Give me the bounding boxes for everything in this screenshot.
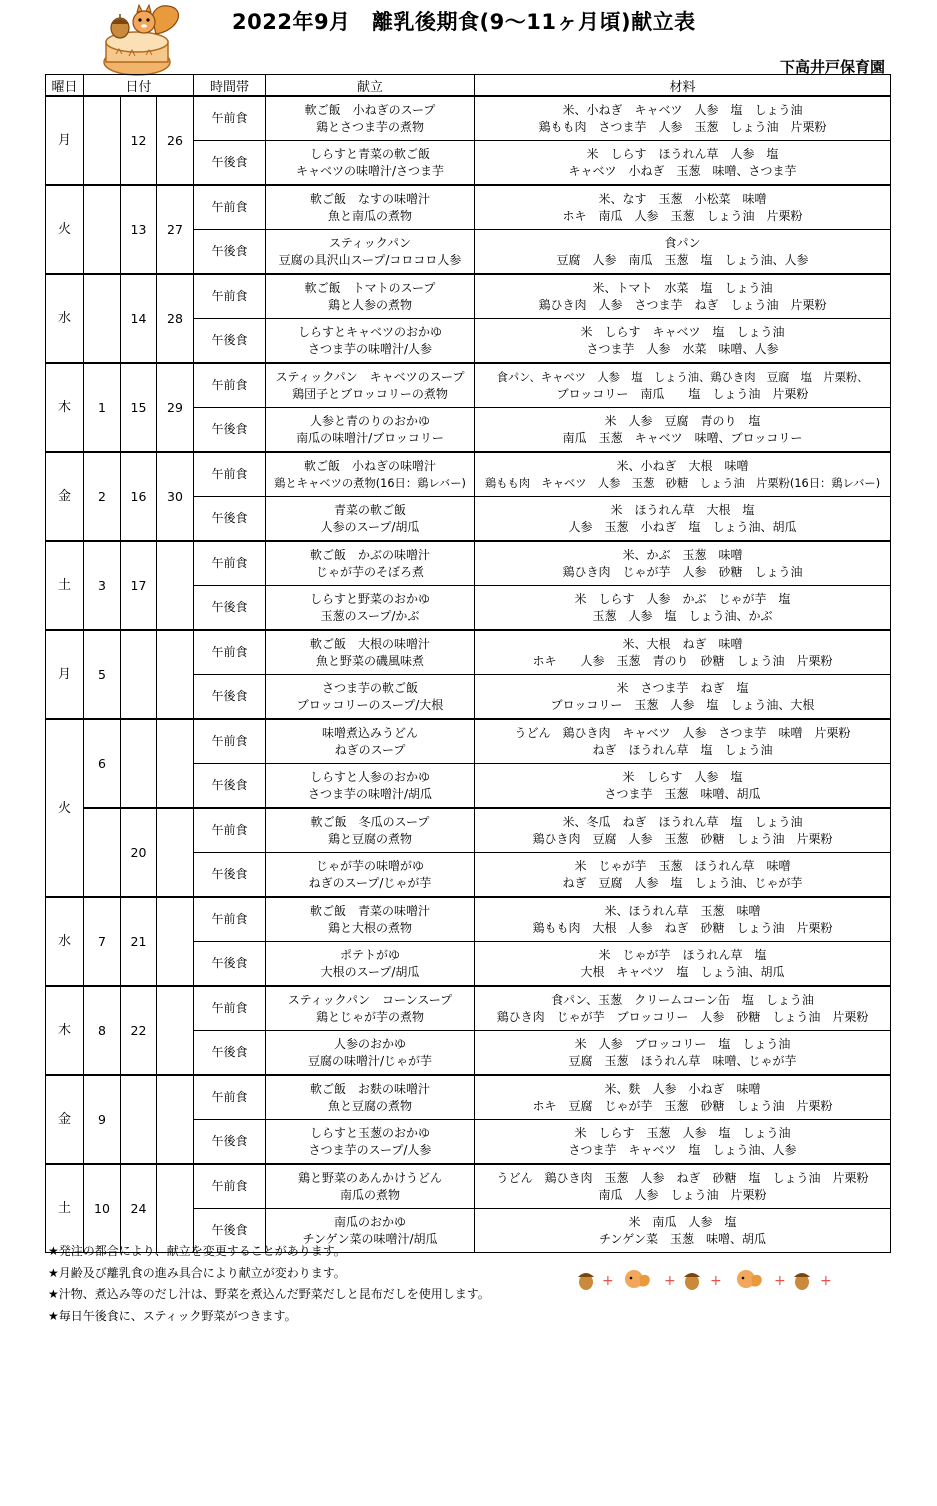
menu-cell — [266, 96, 475, 141]
menu-line: しらすと玉葱のおかゆ — [310, 1125, 431, 1140]
menu-line: 軟ご飯 小ねぎの味噌汁 — [304, 458, 437, 473]
ingredient-line: 米 ほうれん草 大根 塩 — [610, 502, 755, 517]
meal-time-cell: 午後食 — [194, 141, 266, 186]
day-cell: 水 — [46, 274, 84, 363]
day-cell: 金 — [46, 1075, 84, 1164]
ingredients-cell — [475, 764, 891, 809]
date-cell — [157, 897, 194, 986]
ingredients-cell — [475, 363, 891, 408]
acorn-icon — [794, 1273, 810, 1290]
table-row — [46, 1164, 891, 1209]
menu-line: 魚と豆腐の煮物 — [328, 1098, 413, 1113]
menu-line: しらすと野菜のおかゆ — [310, 591, 431, 606]
menu-cell — [266, 675, 475, 720]
menu-line: 鶏と大根の煮物 — [328, 920, 413, 935]
ingredient-line: ねぎ ほうれん草 塩 しょう油 — [592, 742, 773, 757]
date-cell: 2 — [84, 452, 121, 541]
ingredients-cell — [475, 942, 891, 987]
menu-line: じゃが芋のそぼろ煮 — [316, 564, 425, 579]
menu-line: 軟ご飯 冬瓜のスープ — [310, 814, 430, 829]
menu-cell — [266, 897, 475, 942]
date-cell — [84, 185, 121, 274]
menu-line: 軟ご飯 お麩の味噌汁 — [310, 1081, 431, 1096]
meal-time-cell: 午後食 — [194, 1031, 266, 1076]
ingredients-cell — [475, 1075, 891, 1120]
meal-time-cell: 午前食 — [194, 1075, 266, 1120]
menu-line: 軟ご飯 かぶの味噌汁 — [310, 547, 431, 562]
menu-cell — [266, 586, 475, 631]
menu-line: 人参と青のりのおかゆ — [310, 413, 431, 428]
svg-text:+: + — [820, 1273, 832, 1289]
menu-cell — [266, 719, 475, 764]
table-row — [46, 185, 891, 230]
ingredient-line: 米、冬瓜 ねぎ ほうれん草 塩 しょう油 — [562, 814, 803, 829]
table-row — [46, 897, 891, 942]
day-cell: 水 — [46, 897, 84, 986]
menu-cell — [266, 319, 475, 364]
meal-time-cell: 午前食 — [194, 630, 266, 675]
menu-line: 軟ご飯 なすの味噌汁 — [310, 191, 431, 206]
header-ingredients: 材料 — [475, 75, 891, 97]
ingredient-line: 鶏もも肉 キャベツ 人参 玉葱 砂糖 しょう油 片栗粉(16日：鶏レバー) — [484, 476, 881, 490]
menu-cell — [266, 363, 475, 408]
menu-line: 玉葱のスープ/かぶ — [320, 608, 420, 623]
menu-cell — [266, 541, 475, 586]
day-cell: 月 — [46, 630, 84, 719]
meal-time-cell: 午後食 — [194, 408, 266, 453]
day-cell: 木 — [46, 363, 84, 452]
squirrel-mascot-illustration — [82, 2, 192, 78]
ingredient-line: 豆腐 人参 南瓜 玉葱 塩 しょう油、人参 — [556, 252, 809, 267]
ingredient-line: 鶏ひき肉 豆腐 人参 玉葱 砂糖 しょう油 片栗粉 — [532, 831, 833, 846]
meal-time-cell: 午前食 — [194, 185, 266, 230]
ingredient-line: ホキ 豆腐 じゃが芋 玉葱 砂糖 しょう油 片栗粉 — [532, 1098, 833, 1113]
date-cell: 9 — [84, 1075, 121, 1164]
menu-cell — [266, 185, 475, 230]
meal-time-cell: 午後食 — [194, 497, 266, 542]
date-cell: 8 — [84, 986, 121, 1075]
meal-time-cell: 午後食 — [194, 1209, 266, 1253]
menu-line: 人参のおかゆ — [334, 1036, 407, 1051]
meal-time-cell: 午前食 — [194, 452, 266, 497]
meal-time-cell: 午前食 — [194, 897, 266, 942]
menu-cell — [266, 853, 475, 898]
ingredient-line: 米、大根 ねぎ 味噌 — [622, 636, 743, 651]
day-cell: 土 — [46, 1164, 84, 1253]
menu-cell — [266, 764, 475, 809]
date-cell — [157, 630, 194, 719]
menu-line: 鶏とじゃが芋の煮物 — [316, 1009, 425, 1024]
date-cell — [121, 630, 157, 719]
ingredient-line: さつま芋 キャベツ 塩 しょう油、人参 — [568, 1142, 797, 1157]
meal-time-cell: 午後食 — [194, 230, 266, 275]
date-cell: 5 — [84, 630, 121, 719]
day-cell: 土 — [46, 541, 84, 630]
ingredients-cell — [475, 541, 891, 586]
day-cell: 月 — [46, 96, 84, 185]
ingredients-cell — [475, 1031, 891, 1076]
ingredients-cell — [475, 986, 891, 1031]
ingredient-line: 米、麩 人参 小ねぎ 味噌 — [604, 1081, 761, 1096]
meal-time-cell: 午前食 — [194, 1164, 266, 1209]
header-date: 日付 — [84, 75, 194, 97]
menu-line: じゃが芋の味噌がゆ — [316, 858, 425, 873]
date-cell: 12 — [121, 96, 157, 185]
date-cell — [121, 1075, 157, 1164]
date-cell: 26 — [157, 96, 194, 185]
ingredient-line: チンゲン菜 玉葱 味噌、胡瓜 — [599, 1231, 766, 1246]
table-row — [46, 719, 891, 764]
date-cell: 15 — [121, 363, 157, 452]
page-title: 2022年9月 離乳後期食(9～11ヶ月頃)献立表 — [232, 10, 696, 34]
ingredient-line: 米 じゃが芋 玉葱 ほうれん草 味噌 — [574, 858, 791, 873]
svg-text:+: + — [710, 1273, 722, 1289]
ingredients-cell — [475, 808, 891, 853]
menu-line: さつま芋のスープ/人参 — [308, 1142, 432, 1157]
ingredient-line: 鶏ひき肉 人参 さつま芋 ねぎ しょう油 片栗粉 — [538, 297, 827, 312]
menu-cell — [266, 230, 475, 275]
menu-line: さつま芋の軟ご飯 — [322, 680, 419, 695]
ingredient-line: 米 しらす キャベツ 塩 しょう油 — [580, 324, 785, 339]
menu-cell — [266, 986, 475, 1031]
menu-cell — [266, 808, 475, 853]
ingredients-cell — [475, 675, 891, 720]
meal-time-cell: 午後食 — [194, 764, 266, 809]
meal-time-cell: 午前食 — [194, 986, 266, 1031]
menu-line: 南瓜の味噌汁/ブロッコリー — [296, 430, 444, 445]
menu-cell — [266, 630, 475, 675]
meal-time-cell: 午前食 — [194, 96, 266, 141]
ingredients-cell — [475, 586, 891, 631]
date-cell: 1 — [84, 363, 121, 452]
ingredients-cell — [475, 452, 891, 497]
menu-line: スティックパン — [328, 235, 412, 250]
ingredient-line: 人参 玉葱 小ねぎ 塩 しょう油、胡瓜 — [568, 519, 797, 534]
ingredient-line: 米、かぶ 玉葱 味噌 — [622, 547, 743, 562]
menu-cell — [266, 408, 475, 453]
date-cell: 10 — [84, 1164, 121, 1253]
menu-line: スティックパン コーンスープ — [287, 992, 453, 1007]
menu-cell — [266, 1164, 475, 1209]
ingredient-line: 米、なす 玉葱 小松菜 味噌 — [598, 191, 767, 206]
ingredient-line: ホキ 南瓜 人参 玉葱 しょう油 片栗粉 — [562, 208, 803, 223]
ingredient-line: 玉葱 人参 塩 しょう油、かぶ — [592, 608, 773, 623]
meal-time-cell: 午前食 — [194, 808, 266, 853]
table-row — [46, 274, 891, 319]
table-row — [46, 452, 891, 497]
menu-line: 鶏と豆腐の煮物 — [328, 831, 413, 846]
menu-line: 鶏とさつま芋の煮物 — [316, 119, 425, 134]
menu-cell — [266, 1075, 475, 1120]
menu-line: ねぎのスープ — [334, 742, 406, 757]
date-cell — [84, 96, 121, 185]
menu-line: 軟ご飯 青菜の味噌汁 — [310, 903, 431, 918]
ingredient-line: 米 しらす 人参 かぶ じゃが芋 塩 — [574, 591, 791, 606]
ingredient-line: キャベツ 小ねぎ 玉葱 味噌、さつま芋 — [568, 163, 797, 178]
date-cell — [157, 541, 194, 630]
menu-line: 鶏とキャベツの煮物(16日：鶏レバー) — [274, 476, 466, 490]
ingredients-cell — [475, 408, 891, 453]
menu-line: 鶏と野菜のあんかけうどん — [298, 1170, 443, 1185]
date-cell: 30 — [157, 452, 194, 541]
svg-text:+: + — [602, 1273, 614, 1289]
menu-line: 人参のスープ/胡瓜 — [320, 519, 420, 534]
acorn-squirrel-decoration — [574, 1264, 842, 1294]
ingredient-line: 米 じゃが芋 ほうれん草 塩 — [598, 947, 767, 962]
ingredient-line: 南瓜 玉葱 キャベツ 味噌、ブロッコリー — [562, 430, 803, 445]
note-line: ★汁物、煮込み等のだし汁は、野菜を煮込んだ野菜だしと昆布だしを使用します。 — [48, 1287, 490, 1301]
note-line: ★月齢及び離乳食の進み具合により献立が変わります。 — [48, 1265, 346, 1280]
menu-line: ねぎのスープ/じゃが芋 — [308, 875, 432, 890]
date-cell: 20 — [121, 808, 157, 897]
meal-time-cell: 午後食 — [194, 586, 266, 631]
note-line: ★毎日午後食に、スティック野菜がつきます。 — [48, 1308, 297, 1323]
table-row — [46, 986, 891, 1031]
table-row — [46, 630, 891, 675]
date-cell: 7 — [84, 897, 121, 986]
ingredient-line: ねぎ 豆腐 人参 塩 しょう油、じゃが芋 — [562, 875, 803, 890]
date-cell — [121, 719, 157, 808]
menu-line: しらすと青菜の軟ご飯 — [310, 146, 431, 161]
date-cell: 21 — [121, 897, 157, 986]
meal-time-cell: 午前食 — [194, 274, 266, 319]
menu-cell — [266, 942, 475, 987]
ingredient-line: 南瓜 人参 しょう油 片栗粉 — [598, 1187, 767, 1202]
menu-line: 青菜の軟ご飯 — [334, 502, 407, 517]
date-cell — [84, 274, 121, 363]
date-cell: 24 — [121, 1164, 157, 1253]
ingredient-line: 大根 キャベツ 塩 しょう油、胡瓜 — [580, 964, 785, 979]
ingredient-line: 米、ほうれん草 玉葱 味噌 — [604, 903, 761, 918]
menu-line: さつま芋の味噌汁/人参 — [307, 341, 433, 356]
header-menu: 献立 — [266, 75, 475, 97]
ingredient-line: 食パン — [664, 235, 701, 250]
table-row — [46, 808, 891, 853]
svg-text:+: + — [774, 1273, 786, 1289]
ingredient-line: ブロッコリー 南瓜 塩 しょう油 片栗粉 — [556, 386, 809, 401]
ingredient-line: 米 しらす ほうれん草 人参 塩 — [586, 146, 779, 161]
ingredient-line: 米 さつま芋 ねぎ 塩 — [616, 680, 749, 695]
date-cell — [157, 719, 194, 808]
ingredient-line: 食パン、キャベツ 人参 塩 しょう油、鶏ひき肉 豆腐 塩 片栗粉、 — [496, 370, 869, 384]
table-header-row — [46, 75, 891, 97]
date-cell — [157, 808, 194, 897]
menu-table-body — [46, 96, 891, 1253]
table-row — [46, 1075, 891, 1120]
date-cell: 17 — [121, 541, 157, 630]
ingredient-line: うどん 鶏ひき肉 キャベツ 人参 さつま芋 味噌 片栗粉 — [514, 725, 851, 740]
menu-cell — [266, 1031, 475, 1076]
menu-line: 南瓜の煮物 — [340, 1187, 401, 1202]
day-cell: 火 — [46, 185, 84, 274]
ingredients-cell — [475, 96, 891, 141]
ingredient-line: 豆腐 玉葱 ほうれん草 味噌、じゃが芋 — [568, 1053, 797, 1068]
ingredients-cell — [475, 1164, 891, 1209]
menu-line: 豆腐の味噌汁/じゃが芋 — [307, 1053, 433, 1068]
ingredient-line: うどん 鶏ひき肉 玉葱 人参 ねぎ 砂糖 塩 しょう油 片栗粉 — [496, 1170, 869, 1185]
ingredients-cell — [475, 630, 891, 675]
menu-cell — [266, 274, 475, 319]
ingredient-line: 鶏ひき肉 じゃが芋 ブロッコリー 人参 砂糖 しょう油 片栗粉 — [496, 1009, 869, 1024]
meal-time-cell: 午前食 — [194, 541, 266, 586]
ingredient-line: 米 人参 ブロッコリー 塩 しょう油 — [574, 1036, 791, 1051]
svg-text:+: + — [664, 1273, 676, 1289]
notes-section — [48, 1241, 490, 1327]
menu-line: 魚と南瓜の煮物 — [328, 208, 413, 223]
day-cell: 火 — [46, 719, 84, 897]
ingredient-line: 鶏もも肉 大根 人参 ねぎ 砂糖 しょう油 片栗粉 — [532, 920, 833, 935]
menu-line: 南瓜のおかゆ — [334, 1214, 407, 1229]
date-cell: 29 — [157, 363, 194, 452]
table-row — [46, 541, 891, 586]
ingredients-cell — [475, 274, 891, 319]
date-cell: 6 — [84, 719, 121, 808]
ingredients-cell — [475, 1120, 891, 1165]
date-cell: 13 — [121, 185, 157, 274]
meal-time-cell: 午前食 — [194, 719, 266, 764]
ingredients-cell — [475, 230, 891, 275]
menu-line: 魚と野菜の磯風味煮 — [316, 653, 425, 668]
ingredient-line: 米 人参 豆腐 青のり 塩 — [604, 413, 761, 428]
menu-line: キャベツの味噌汁/さつま芋 — [295, 163, 445, 178]
ingredients-cell — [475, 497, 891, 542]
meal-time-cell: 午後食 — [194, 319, 266, 364]
date-cell — [157, 986, 194, 1075]
menu-cell — [266, 1120, 475, 1165]
ingredient-line: 鶏もも肉 さつま芋 人参 玉葱 しょう油 片栗粉 — [538, 119, 827, 134]
ingredient-line: 米、小ねぎ キャベツ 人参 塩 しょう油 — [562, 102, 803, 117]
ingredient-line: 米 南瓜 人参 塩 — [628, 1214, 737, 1229]
date-cell: 27 — [157, 185, 194, 274]
meal-time-cell: 午後食 — [194, 675, 266, 720]
date-cell: 22 — [121, 986, 157, 1075]
menu-line: 軟ご飯 小ねぎのスープ — [304, 102, 436, 117]
meal-time-cell: 午後食 — [194, 942, 266, 987]
menu-cell — [266, 452, 475, 497]
ingredients-cell — [475, 853, 891, 898]
menu-line: 味噌煮込みうどん — [322, 725, 419, 740]
note-line: ★発注の都合により、献立を変更することがあります。 — [48, 1244, 346, 1258]
menu-line: 軟ご飯 大根の味噌汁 — [310, 636, 431, 651]
ingredient-line: 米 しらす 人参 塩 — [622, 769, 743, 784]
menu-line: 軟ご飯 トマトのスープ — [304, 280, 436, 295]
date-cell — [157, 1075, 194, 1164]
menu-line: しらすと人参のおかゆ — [310, 769, 431, 784]
date-cell: 3 — [84, 541, 121, 630]
date-cell: 16 — [121, 452, 157, 541]
table-row — [46, 363, 891, 408]
ingredient-line: さつま芋 玉葱 味噌、胡瓜 — [604, 786, 761, 801]
menu-table — [45, 74, 891, 1253]
menu-cell — [266, 141, 475, 186]
ingredient-line: 米、小ねぎ 大根 味噌 — [616, 458, 749, 473]
date-cell: 14 — [121, 274, 157, 363]
menu-line: さつま芋の味噌汁/胡瓜 — [307, 786, 433, 801]
acorn-icon — [578, 1273, 594, 1290]
menu-line: 豆腐の具沢山スープ/コロコロ人参 — [278, 252, 462, 267]
menu-line: 鶏と人参の煮物 — [328, 297, 413, 312]
day-cell: 金 — [46, 452, 84, 541]
ingredients-cell — [475, 319, 891, 364]
date-cell — [84, 808, 121, 897]
ingredients-cell — [475, 719, 891, 764]
header-day: 曜日 — [46, 75, 84, 97]
ingredient-line: 米 しらす 玉葱 人参 塩 しょう油 — [574, 1125, 791, 1140]
ingredient-line: さつま芋 人参 水菜 味噌、人参 — [586, 341, 779, 356]
ingredient-line: 米、トマト 水菜 塩 しょう油 — [592, 280, 773, 295]
ingredient-line: ホキ 人参 玉葱 青のり 砂糖 しょう油 片栗粉 — [532, 653, 833, 668]
menu-line: しらすとキャベツのおかゆ — [298, 324, 443, 339]
date-cell — [157, 1164, 194, 1253]
ingredients-cell — [475, 141, 891, 186]
menu-line: チンゲン菜の味噌汁/胡瓜 — [302, 1231, 438, 1246]
day-cell: 木 — [46, 986, 84, 1075]
date-cell: 28 — [157, 274, 194, 363]
meal-time-cell: 午後食 — [194, 1120, 266, 1165]
menu-line: 大根のスープ/胡瓜 — [320, 964, 420, 979]
menu-line: ポテトがゆ — [340, 947, 401, 962]
squirrel-icon — [737, 1270, 762, 1288]
ingredients-cell — [475, 1209, 891, 1253]
squirrel-icon — [625, 1270, 650, 1288]
ingredient-line: ブロッコリー 玉葱 人参 塩 しょう油、大根 — [550, 697, 815, 712]
ingredients-cell — [475, 185, 891, 230]
menu-line: スティックパン キャベツのスープ — [275, 369, 465, 384]
menu-line: ブロッコリーのスープ/大根 — [296, 697, 444, 712]
organization-name: 下高井戸保育園 — [779, 58, 885, 76]
ingredient-line: 食パン、玉葱 クリームコーン缶 塩 しょう油 — [551, 992, 814, 1007]
header-meal: 時間帯 — [194, 75, 266, 97]
acorn-icon — [684, 1273, 700, 1290]
ingredients-cell — [475, 897, 891, 942]
meal-time-cell: 午後食 — [194, 853, 266, 898]
menu-cell — [266, 497, 475, 542]
ingredient-line: 鶏ひき肉 じゃが芋 人参 砂糖 しょう油 — [562, 564, 803, 579]
table-row — [46, 96, 891, 141]
menu-line: 鶏団子とブロッコリーの煮物 — [292, 386, 448, 401]
meal-time-cell: 午前食 — [194, 363, 266, 408]
